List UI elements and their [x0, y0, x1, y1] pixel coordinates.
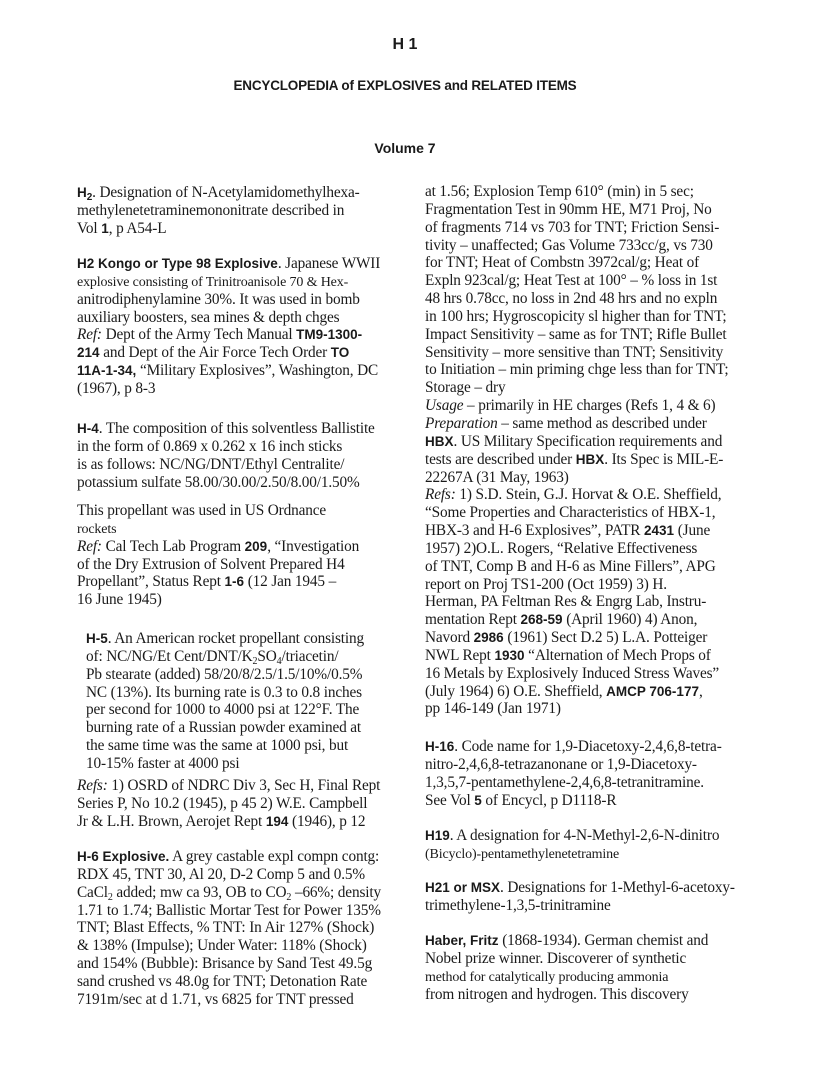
text-line [425, 845, 719, 863]
text-line [425, 540, 729, 558]
text-line [425, 361, 729, 379]
entry-term: 209 [244, 538, 268, 554]
text-line [425, 486, 729, 504]
text-line [77, 362, 380, 380]
text-span: (12 Jan 1945 – [244, 573, 337, 591]
text-line [86, 719, 364, 737]
entry-term: TM9-1300- [296, 327, 363, 343]
text-span: Dept of the Army Tech Manual [101, 326, 297, 344]
text-line [77, 955, 381, 973]
entry-term: 268-59 [520, 612, 563, 628]
text-line [425, 558, 729, 576]
entry-term: 2986 [473, 630, 504, 646]
text-span: 48 hrs 0.78cc, no loss in 2nd 48 hrs and no expln [425, 290, 718, 308]
text-span: of TNT, Comp B and H-6 as Mine Fillers”, APG [425, 557, 716, 575]
text-span: SO [257, 647, 277, 665]
entry-term: HBX [575, 451, 605, 467]
text-line [425, 593, 729, 611]
text-span: HBX-3 and H-6 Explosives”, PATR [425, 522, 644, 540]
text-line [425, 308, 729, 326]
entry-term: 1930 [494, 647, 525, 663]
text-line [425, 183, 729, 201]
text-span: Jr & L.H. Brown, Aerojet Rept [77, 812, 266, 830]
entry-h-5 [86, 630, 364, 773]
text-line [77, 380, 380, 398]
entry-h21-msx [425, 879, 735, 915]
entry-term: 214 [77, 345, 100, 361]
text-line [77, 474, 375, 492]
text-line [425, 326, 729, 344]
text-span: and 154% (Bubble): Brisance by Sand Test 49.5g [77, 955, 373, 973]
text-line [425, 290, 729, 308]
text-span: tivity – unaffected; Gas Volume 733cc/g, vs 730 [425, 236, 713, 254]
text-span: is as follows: NC/NG/DNT/Ethyl Centralite/ [77, 455, 345, 473]
text-line [425, 272, 729, 290]
text-span: RDX 45, TNT 30, Al 20, D-2 Comp 5 and 0.5% [77, 865, 366, 883]
text-span: 2 [86, 192, 93, 203]
text-line [425, 237, 729, 255]
entry-term: H-16 [425, 739, 455, 754]
entry-term: H2 Kongo or Type 98 Explosive [77, 256, 278, 271]
text-line [425, 629, 729, 647]
text-span: , [698, 682, 703, 700]
text-line [77, 344, 380, 362]
entry-h2-kongo [77, 255, 380, 398]
entry-term: H-4 [77, 421, 99, 436]
entry-term: 1-6 [224, 574, 245, 590]
text-span: Refs: [425, 486, 456, 504]
text-span: 2 [286, 891, 292, 903]
text-span: nitro-2,4,6,8-tetrazanonane or 1,9-Diacetoxy- [425, 755, 697, 773]
text-line [77, 309, 380, 327]
text-span: Storage – dry [425, 379, 506, 397]
text-line [425, 451, 729, 469]
text-line [425, 201, 729, 219]
text-span: 16 Metals by Explosively Induced Stress Waves” [425, 664, 720, 682]
text-line [425, 433, 729, 451]
text-span: per second for 1000 to 4000 psi at 122°F. The [86, 701, 360, 719]
entry-h-4-usage [77, 502, 359, 609]
text-line [77, 420, 375, 438]
text-span: . Japanese WWII [277, 255, 381, 272]
text-span: sand crushed vs 48.0g for TNT; Detonation Rate [77, 972, 368, 990]
text-span: (1868-1934). German chemist and [498, 932, 709, 949]
text-line [425, 469, 729, 487]
text-span: 1) S.D. Stein, G.J. Horvat & O.E. Sheffield, [455, 486, 722, 504]
entry-term: H [77, 185, 87, 200]
text-span: method for catalytically producing ammonia [425, 969, 669, 985]
text-span: 1.71 to 1.74; Ballistic Mortar Test for Power 135% [77, 901, 381, 919]
text-line [77, 848, 381, 866]
text-line [425, 344, 729, 362]
entry-term: H21 or MSX [425, 880, 501, 895]
text-span: – same method as described under [497, 414, 707, 432]
text-span: . The composition of this solventless Ballistite [98, 420, 375, 437]
text-span: report on Proj TS1-200 (Oct 1959) 3) H. [425, 575, 667, 593]
text-span: A grey castable expl compn contg: [169, 848, 380, 865]
text-line [425, 665, 729, 683]
text-span: of: NC/NG/Et Cent/DNT/K [86, 647, 253, 665]
text-span: the same time was the same at 1000 psi, but [86, 737, 349, 755]
text-line [77, 937, 381, 955]
text-line [425, 932, 708, 950]
text-line [77, 502, 359, 520]
text-line [425, 504, 729, 522]
text-line [77, 866, 381, 884]
text-span: Preparation [425, 414, 498, 432]
text-line [77, 184, 360, 202]
entry-term: 2431 [643, 523, 675, 539]
text-span: potassium sulfate 58.00/30.00/2.50/8.00/1.50% [77, 473, 360, 491]
text-span: See Vol [425, 791, 475, 809]
text-span: from nitrogen and hydrogen. This discovery [425, 985, 689, 1003]
text-span: anitrodiphenylamine 30%. It was used in bomb [77, 290, 360, 308]
text-span: (April 1960) 4) Anon, [562, 611, 698, 629]
text-line [425, 254, 729, 272]
text-line [425, 827, 719, 845]
text-line [425, 950, 708, 968]
text-span: “Military Explosives”, Washington, DC [136, 362, 379, 380]
text-span: for TNT; Heat of Combstn 3972cal/g; Heat of [425, 254, 700, 272]
text-line [77, 291, 380, 309]
text-span: 22267A (31 May, 1963) [425, 468, 569, 486]
text-span: Pb stearate (added) 58/20/8/2.5/1.5/10%/0.5% [86, 665, 363, 683]
text-span: added; mw ca 93, OB to CO [112, 883, 287, 901]
text-span: “Alternation of Mech Props of [524, 646, 711, 664]
text-span: 7191m/sec at d 1.71, vs 6825 for TNT pressed [77, 990, 354, 1008]
text-span: 1,3,5,7-pentamethylene-2,4,6,8-tetranitramine. [425, 773, 704, 791]
text-line [77, 556, 359, 574]
text-span: trimethylene-1,3,5-trinitramine [425, 896, 611, 914]
text-span: pp 146-149 (Jan 1971) [425, 700, 561, 718]
text-span: Navord [425, 629, 474, 647]
text-line [77, 538, 359, 556]
entry-term: 11A-1-34, [77, 363, 137, 379]
text-span: NWL Rept [425, 646, 495, 664]
text-span: burning rate of a Russian powder examined at [86, 719, 362, 737]
text-line [425, 415, 729, 433]
entry-term: 194 [265, 813, 289, 829]
text-line [77, 520, 359, 538]
entry-term: Haber, Fritz [425, 933, 499, 948]
text-line [77, 813, 380, 831]
text-line [77, 573, 359, 591]
entry-h2 [77, 184, 360, 238]
text-line [425, 683, 729, 701]
text-line [425, 700, 729, 718]
text-line [425, 897, 735, 915]
text-span: . An American rocket propellant consisting [107, 630, 364, 647]
text-line [86, 701, 364, 719]
text-span: –66%; density [291, 883, 381, 901]
text-line [77, 973, 381, 991]
text-span: of Encycl, p D1118-R [481, 791, 617, 809]
text-line [425, 576, 729, 594]
text-line [425, 879, 735, 897]
text-span: Vol [77, 219, 102, 237]
text-span: 1) OSRD of NDRC Div 3, Sec H, Final Rept [107, 777, 381, 794]
text-span: and Dept of the Air Force Tech Order [99, 344, 331, 362]
text-line [77, 795, 380, 813]
text-line [425, 986, 708, 1004]
entry-h-6-continued [425, 183, 729, 718]
text-span: (1967), p 8-3 [77, 379, 156, 397]
text-line [425, 522, 729, 540]
text-span: auxiliary boosters, sea mines & depth chges [77, 308, 340, 326]
text-line [86, 630, 364, 648]
text-line [425, 611, 729, 629]
text-span: . Its Spec is MIL-E- [604, 450, 724, 468]
text-line [77, 202, 360, 220]
text-span: (1961) Sect D.2 5) L.A. Potteiger [503, 629, 708, 647]
text-span: Nobel prize winner. Discoverer of synthetic [425, 949, 687, 967]
entry-term: H-5 [86, 631, 108, 646]
entry-h-4 [77, 420, 375, 491]
text-line [86, 648, 364, 666]
entry-h-16 [425, 738, 722, 809]
volume-label: Volume 7 [374, 140, 436, 156]
text-line [77, 326, 380, 344]
text-span: Cal Tech Lab Program [101, 537, 245, 555]
text-span: . Designations for 1-Methyl-6-acetoxy- [500, 879, 735, 896]
text-span: 2 [252, 655, 258, 667]
text-line [425, 792, 722, 810]
text-line [86, 737, 364, 755]
text-span: , p A54-L [108, 219, 167, 237]
text-span: TNT; Blast Effects, % TNT: In Air 127% (Shock) [77, 919, 375, 937]
text-span: . Code name for 1,9-Diacetoxy-2,4,6,8-tetra- [454, 738, 722, 755]
text-span: Fragmentation Test in 90mm HE, M71 Proj, No [425, 200, 712, 218]
text-span: explosive consisting of Trinitroanisole 70 & Hex- [77, 274, 349, 290]
text-span: Sensitivity – more sensitive than TNT; Sensitivity [425, 343, 724, 361]
entry-h-6 [77, 848, 381, 1009]
text-span: rockets [77, 521, 117, 537]
text-span: mentation Rept [425, 611, 521, 629]
text-line [77, 902, 381, 920]
text-span: (1946), p 12 [288, 812, 366, 830]
text-span: of fragments 714 vs 703 for TNT; Friction Sensi- [425, 218, 720, 236]
book-title: ENCYCLOPEDIA of EXPLOSIVES and RELATED ITEMS [233, 78, 577, 93]
text-span: to Initiation – min priming chge less than for TNT; [425, 361, 729, 379]
entry-term: H-6 Explosive. [77, 849, 170, 864]
text-span: . US Military Specification requirements and [453, 432, 723, 450]
text-span: 1957) 2)O.L. Rogers, “Relative Effectiveness [425, 539, 698, 557]
text-span: Ref: [77, 537, 102, 555]
text-span: at 1.56; Explosion Temp 610° (min) in 5 sec; [425, 183, 694, 200]
text-span: Refs: [77, 777, 108, 794]
text-span: 10-15% faster at 4000 psi [86, 754, 240, 772]
text-span: Ref: [77, 326, 102, 344]
text-line [77, 438, 375, 456]
text-span: NC (13%). Its burning rate is 0.3 to 0.8 inches [86, 683, 362, 701]
text-span: (July 1964) 6) O.E. Sheffield, [425, 682, 607, 700]
text-span: of the Dry Extrusion of Solvent Prepared H4 [77, 555, 345, 573]
text-span: Herman, PA Feltman Res & Engrg Lab, Instru- [425, 593, 707, 611]
text-span: tests are described under [425, 450, 576, 468]
text-span: “Some Properties and Characteristics of HBX-1, [425, 504, 716, 522]
entry-h-5-refs [77, 777, 380, 831]
text-span: Usage [425, 397, 464, 415]
text-line [77, 591, 359, 609]
text-line [86, 755, 364, 773]
text-span: in the form of 0.869 x 0.262 x 16 inch sticks [77, 437, 343, 455]
text-span: methylenetetraminemononitrate described in [77, 201, 345, 219]
text-span: Propellant”, Status Rept [77, 573, 225, 591]
text-span: 2 [107, 891, 113, 903]
text-span: 16 June 1945) [77, 591, 162, 609]
text-span: , “Investigation [267, 537, 360, 555]
text-line [425, 397, 729, 415]
text-span: This propellant was used in US Ordnance [77, 502, 327, 519]
entry-term: 5 [474, 792, 482, 808]
text-line [425, 647, 729, 665]
text-span: Impact Sensitivity – same as for TNT; Rifle Bullet [425, 325, 727, 343]
text-line [86, 666, 364, 684]
text-line [86, 684, 364, 702]
text-line [425, 774, 722, 792]
text-span: in 100 hrs; Hygroscopicity sl higher than for TNT; [425, 307, 727, 325]
text-line [425, 219, 729, 237]
text-line [77, 273, 380, 291]
text-line [77, 919, 381, 937]
entry-term: TO [330, 345, 350, 361]
text-span: . A designation for 4-N-Methyl-2,6-N-dinitro [449, 827, 720, 844]
text-span: – primarily in HE charges (Refs 1, 4 & 6) [463, 397, 716, 415]
text-span: (Bicyclo)-pentamethylenetetramine [425, 846, 620, 862]
text-line [425, 756, 722, 774]
page-number: H 1 [392, 36, 418, 53]
text-span: 4 [276, 655, 282, 667]
text-line [77, 884, 381, 902]
text-line [425, 738, 722, 756]
text-span: Expln 923cal/g; Heat Test at 100° – % loss in 1st [425, 272, 718, 290]
text-span: Series P, No 10.2 (1945), p 45 2) W.E. Campbell [77, 794, 368, 812]
text-span: CaCl [77, 883, 108, 901]
text-line [77, 991, 381, 1009]
text-line [425, 968, 708, 986]
entry-term: H19 [425, 828, 450, 843]
text-line [77, 777, 380, 795]
entry-term: 1 [101, 220, 109, 236]
text-line [77, 255, 380, 273]
text-line [77, 220, 360, 238]
text-line [425, 379, 729, 397]
text-span: & 138% (Impulse); Under Water: 118% (Shock) [77, 937, 367, 955]
entry-h19 [425, 827, 719, 863]
entry-term: AMCP 706-177 [606, 683, 699, 699]
text-span: . Designation of N-Acetylamidomethylhexa- [92, 184, 360, 201]
text-span: /triacetin/ [281, 647, 339, 665]
text-line [77, 456, 375, 474]
entry-term: HBX [425, 433, 454, 449]
entry-haber-fritz [425, 932, 708, 1003]
text-span: (June [674, 522, 711, 540]
